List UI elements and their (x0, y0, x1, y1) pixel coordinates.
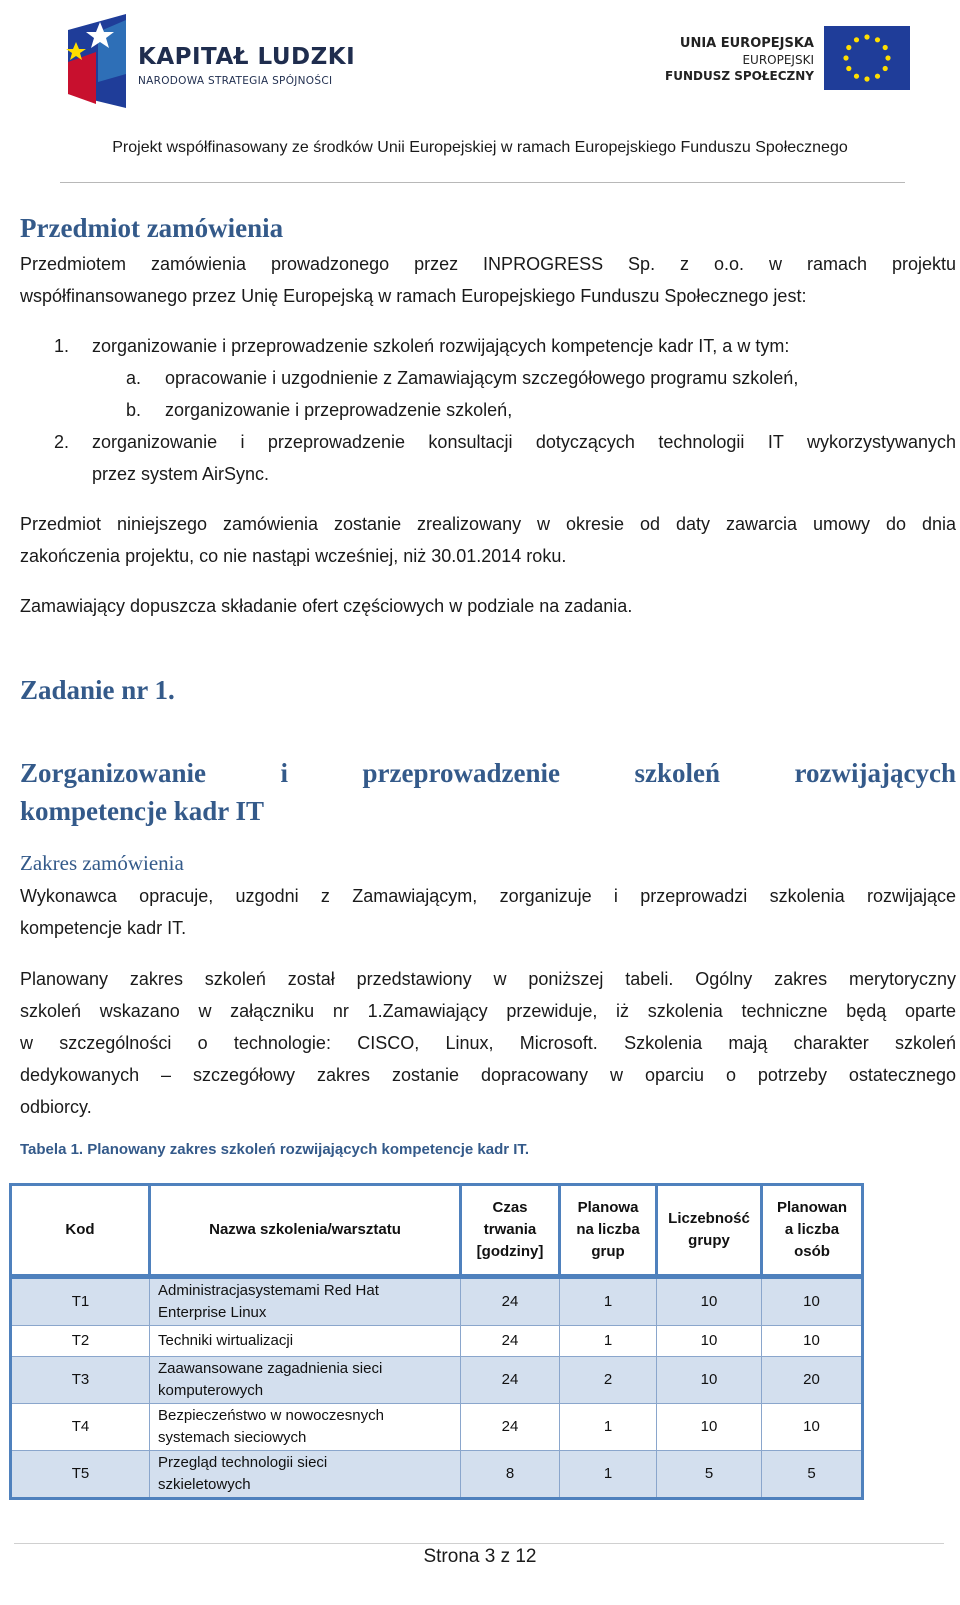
header-people (762, 1185, 863, 1277)
cell-hours: 24 (461, 1404, 560, 1451)
table-row (11, 1277, 863, 1326)
cell-name-line1: Bezpieczeństwo w nowoczesnych (158, 1407, 384, 1424)
period-line-1: Przedmiot niniejszego zamówienia zostanie zrealizowany w okresie od daty zawarcia umowy do dnia (20, 514, 956, 534)
plan-line: Planowany zakres szkoleń został przedstawiony w poniższej tabeli. Ogólny zakres merytoryczny (20, 969, 956, 989)
cell-code: T3 (11, 1357, 150, 1404)
cell-size: 10 (657, 1357, 762, 1404)
header-name: Nazwa szkolenia/warsztatu (150, 1185, 461, 1277)
table-row (11, 1451, 863, 1499)
eu-logo (660, 24, 910, 96)
cell-people: 10 (762, 1277, 863, 1326)
cell-code: T1 (11, 1277, 150, 1326)
header-groups-l2: na liczba (576, 1221, 640, 1238)
eu-star-icon (843, 55, 848, 60)
header-groups-l3: grup (591, 1243, 625, 1260)
document-body (20, 208, 956, 1158)
table-row (11, 1357, 863, 1404)
sub-list-item-text: opracowanie i uzgodnienie z Zamawiającym szczegółowego programu szkoleń, (165, 368, 799, 388)
list-item (20, 426, 956, 490)
cell-name-line2: komputerowych (158, 1382, 264, 1399)
plan-line: odbiorcy. (20, 1097, 92, 1117)
header-duration-l2: trwania (483, 1221, 537, 1238)
cell-groups: 1 (560, 1451, 657, 1499)
cell-groups: 1 (560, 1326, 657, 1357)
eu-star-icon (883, 45, 888, 50)
header-size-l2: grupy (688, 1232, 730, 1249)
cell-name-line1: Techniki wirtualizacji (158, 1332, 294, 1349)
cell-size: 5 (657, 1451, 762, 1499)
header-duration-l3: [godziny] (476, 1243, 544, 1260)
cell-name-line1: Administracjasystemami Red Hat (158, 1282, 379, 1299)
task-subtitle-line-2: kompetencje kadr IT (20, 796, 265, 826)
header-divider (60, 182, 905, 183)
scope-line-1: Wykonawca opracuje, uzgodni z Zamawiającym, zorganizuje i przeprowadzi szkolenia rozwijające (20, 886, 956, 906)
header-groups (560, 1185, 657, 1277)
header-people-l2: a liczba (784, 1221, 840, 1238)
period-line-2: zakończenia projektu, co nie nastąpi wcześniej, niż 30.01.2014 roku. (20, 546, 567, 566)
table-caption: Tabela 1. Planowany zakres szkoleń rozwijających kompetencje kadr IT. (20, 1141, 530, 1158)
list-item-text: zorganizowanie i przeprowadzenie szkoleń rozwijających kompetencje kadr IT, a w tym: (92, 336, 790, 356)
cell-people: 10 (762, 1326, 863, 1357)
eu-flag-icon (824, 26, 910, 90)
sub-list-item-text: zorganizowanie i przeprowadzenie szkoleń, (165, 400, 513, 420)
cell-name-line1: Zaawansowane zagadnienia sieci (158, 1360, 383, 1377)
eu-star-icon (864, 76, 869, 81)
eu-star-icon (854, 37, 859, 42)
table-header-row (11, 1185, 863, 1277)
header-code: Kod (11, 1185, 150, 1277)
cell-code: T5 (11, 1451, 150, 1499)
cell-name-line2: Enterprise Linux (158, 1304, 267, 1321)
cell-name-line2: szkieletowych (158, 1476, 251, 1493)
header-duration-l1: Czas (492, 1199, 528, 1216)
kapital-ludzki-title: KAPITAŁ LUDZKI (138, 44, 356, 70)
page-header (0, 0, 960, 190)
eu-star-icon (875, 74, 880, 79)
cell-code: T4 (11, 1404, 150, 1451)
list-number: 1. (54, 336, 70, 356)
eu-star-icon (885, 55, 890, 60)
funding-statement: Projekt współfinasowany ze środków Unii Europejskiej w ramach Europejskiego Funduszu Społecznego (112, 139, 848, 156)
table-row (11, 1404, 863, 1451)
cell-people: 5 (762, 1451, 863, 1499)
header-duration (461, 1185, 560, 1277)
scope-line-2: kompetencje kadr IT. (20, 918, 187, 938)
header-groups-l1: Planowa (577, 1199, 639, 1216)
training-table (9, 1183, 864, 1500)
cell-name (150, 1326, 461, 1357)
page-number: Strona 3 z 12 (423, 1546, 537, 1567)
kapital-ludzki-subtitle: NARODOWA STRATEGIA SPÓJNOŚCI (138, 75, 333, 87)
cell-name (150, 1277, 461, 1326)
cell-name (150, 1404, 461, 1451)
cell-hours: 24 (461, 1357, 560, 1404)
plan-line: dedykowanych – szczegółowy zakres zostanie dopracowany w oparciu o potrzeby ostatecznego (20, 1065, 956, 1085)
cell-hours: 24 (461, 1326, 560, 1357)
cell-size: 10 (657, 1326, 762, 1357)
eu-star-icon (846, 66, 851, 71)
eu-logo-line3: FUNDUSZ SPOŁECZNY (665, 69, 814, 83)
scope-heading: Zakres zamówienia (20, 851, 184, 875)
cell-name-line1: Przegląd technologii sieci (158, 1454, 328, 1471)
plan-line: szkoleń wskazano w załączniku nr 1.Zamawiający przewiduje, iż szkolenia techniczne będą oparte (20, 1001, 956, 1021)
eu-star-icon (875, 37, 880, 42)
header-people-l3: osób (794, 1243, 830, 1260)
task-title: Zadanie nr 1. (20, 675, 175, 705)
sub-list-letter: b. (126, 400, 142, 420)
eu-star-icon (846, 45, 851, 50)
scope-list (20, 330, 956, 490)
eu-logo-line2: EUROPEJSKI (742, 53, 814, 67)
cell-groups: 2 (560, 1357, 657, 1404)
cell-code: T2 (11, 1326, 150, 1357)
intro-line-1: Przedmiotem zamówienia prowadzonego przez INPROGRESS Sp. z o.o. w ramach projektu (20, 254, 956, 274)
eu-star-icon (854, 74, 859, 79)
list-item-text-continued: przez system AirSync. (92, 464, 270, 484)
kapital-ludzki-emblem-icon (62, 12, 132, 112)
cell-people: 20 (762, 1357, 863, 1404)
sub-list-item (20, 362, 956, 394)
cell-people: 10 (762, 1404, 863, 1451)
cell-name (150, 1451, 461, 1499)
header-people-l1: Planowan (776, 1199, 847, 1216)
cell-name-line2: systemach sieciowych (158, 1429, 307, 1446)
eu-star-icon (864, 34, 869, 39)
intro-line-2: współfinansowanego przez Unię Europejską w ramach Europejskiego Funduszu Społecznego jest: (20, 286, 807, 306)
table-row (11, 1326, 863, 1357)
cell-name (150, 1357, 461, 1404)
cell-size: 10 (657, 1404, 762, 1451)
list-item (20, 330, 956, 362)
eu-star-icon (883, 66, 888, 71)
eu-logo-line1: UNIA EUROPEJSKA (679, 36, 814, 51)
task-subtitle-line-1: Zorganizowanie i przeprowadzenie szkoleń rozwijających (20, 758, 956, 788)
header-size (657, 1185, 762, 1277)
list-item-text: zorganizowanie i przeprowadzenie konsultacji dotyczących technologii IT wykorzystywanych (92, 432, 956, 452)
list-number: 2. (54, 432, 70, 452)
cell-size: 10 (657, 1277, 762, 1326)
cell-groups: 1 (560, 1277, 657, 1326)
cell-groups: 1 (560, 1404, 657, 1451)
plan-paragraph (20, 963, 956, 1123)
sub-list-letter: a. (126, 368, 142, 388)
partial-offers-text: Zamawiający dopuszcza składanie ofert częściowych w podziale na zadania. (20, 596, 633, 616)
plan-line: w szczególności o technologie: CISCO, Linux, Microsoft. Szkolenia mają charakter szkoleń (20, 1033, 956, 1053)
footer-divider (14, 1543, 944, 1544)
header-size-l1: Liczebność (668, 1210, 750, 1227)
cell-hours: 24 (461, 1277, 560, 1326)
kapital-ludzki-logo (62, 12, 362, 112)
sub-list-item (20, 394, 956, 426)
cell-hours: 8 (461, 1451, 560, 1499)
section-title-przedmiot: Przedmiot zamówienia (20, 213, 284, 243)
